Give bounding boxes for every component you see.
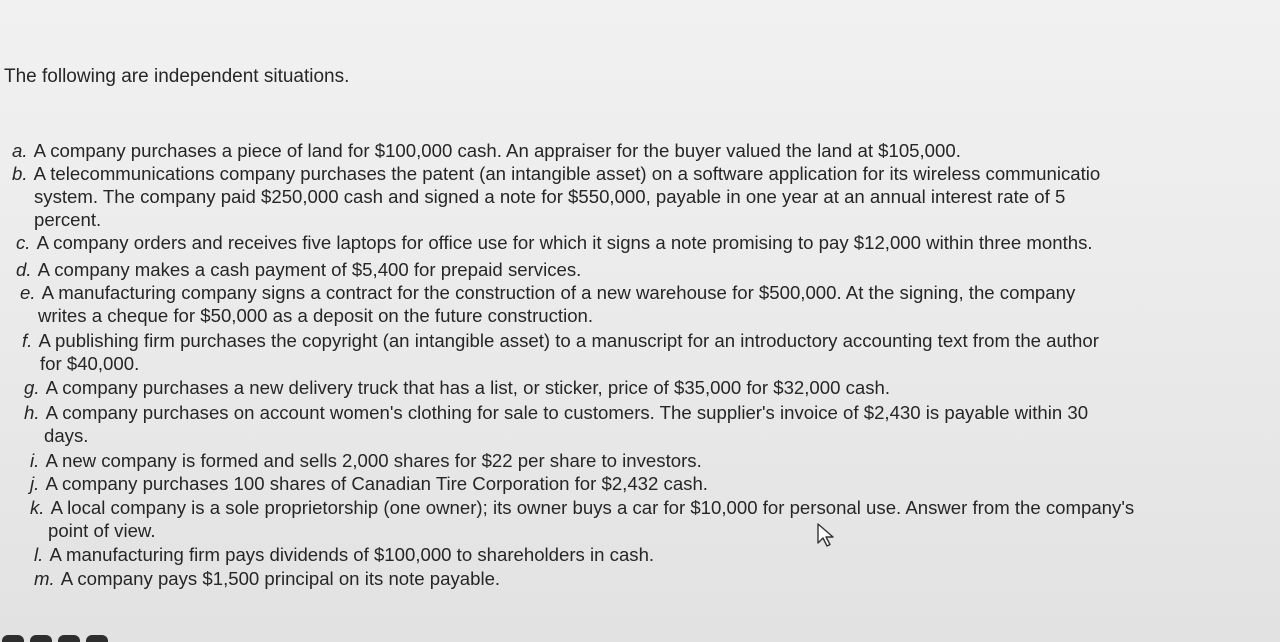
list-item-d (16, 258, 581, 281)
item-text: A company purchases a new delivery truck that has a list, or sticker, price of $35,000 for $32,000 cash. (45, 377, 891, 398)
item-text: A local company is a sole proprietorship (one owner); its owner buys a car for $10,000 for personal use. Answer from the company's (50, 497, 1135, 518)
list-item-l (34, 543, 654, 566)
item-text: A company makes a cash payment of $5,400 for prepaid services. (37, 259, 582, 280)
list-item-e (20, 281, 1075, 327)
item-text: A manufacturing firm pays dividends of $100,000 to shareholders in cash. (49, 544, 655, 565)
item-text: A company pays $1,500 principal on its note payable. (60, 568, 501, 589)
list-item-b (12, 162, 1100, 231)
list-item-i (30, 449, 702, 472)
item-letter: c. (16, 232, 31, 253)
item-text: A company purchases 100 shares of Canadian Tire Corporation for $2,432 cash. (45, 473, 708, 494)
item-text: A new company is formed and sells 2,000 shares for $22 per share to investors. (45, 450, 702, 471)
item-letter: a. (12, 140, 28, 161)
item-letter: j. (30, 473, 40, 494)
item-letter: h. (24, 402, 40, 423)
item-text: A company purchases a piece of land for $100,000 cash. An appraiser for the buyer valued the land at $105,000. (33, 140, 961, 161)
item-letter: e. (20, 282, 36, 303)
item-text-cont: point of view. (48, 520, 156, 541)
item-text-cont: system. The company paid $250,000 cash and signed a note for $550,000, payable in one year at an annual interest rate of 5 (34, 186, 1066, 207)
item-letter: b. (12, 163, 28, 184)
list-item-f (22, 329, 1099, 375)
item-text: A company purchases on account women's clothing for sale to customers. The supplier's invoice of $2,430 is payable within 30 (45, 402, 1089, 423)
list-item-k (30, 496, 1134, 542)
list-item-c (16, 231, 1093, 254)
item-letter: m. (34, 568, 55, 589)
cut-off-heading (2, 632, 142, 642)
intro-text: The following are independent situations. (4, 66, 350, 87)
item-letter: d. (16, 259, 32, 280)
item-letter: f. (22, 330, 33, 351)
item-text: A telecommunications company purchases the patent (an intangible asset) on a software application for its wireless communicatio (33, 163, 1101, 184)
item-text-cont: for $40,000. (40, 353, 140, 374)
item-text: A company orders and receives five laptops for office use for which it signs a note promising to pay $12,000 within three months. (36, 232, 1093, 253)
list-item-m (34, 567, 500, 590)
list-item-j (30, 472, 708, 495)
item-text-cont: writes a cheque for $50,000 as a deposit on the future construction. (38, 305, 594, 326)
list-item-a (12, 139, 961, 162)
item-text-cont: days. (44, 425, 89, 446)
mouse-pointer-icon (816, 522, 838, 548)
item-letter: l. (34, 544, 44, 565)
item-text-cont: percent. (34, 209, 102, 230)
list-item-h (24, 401, 1088, 447)
list-item-g (24, 376, 890, 399)
item-text: A manufacturing company signs a contract for the construction of a new warehouse for $500,000. At the signing, the company (41, 282, 1076, 303)
item-letter: i. (30, 450, 40, 471)
item-text: A publishing firm purchases the copyright (an intangible asset) to a manuscript for an introductory accounting text from the author (38, 330, 1099, 351)
item-letter: k. (30, 497, 45, 518)
item-letter: g. (24, 377, 40, 398)
